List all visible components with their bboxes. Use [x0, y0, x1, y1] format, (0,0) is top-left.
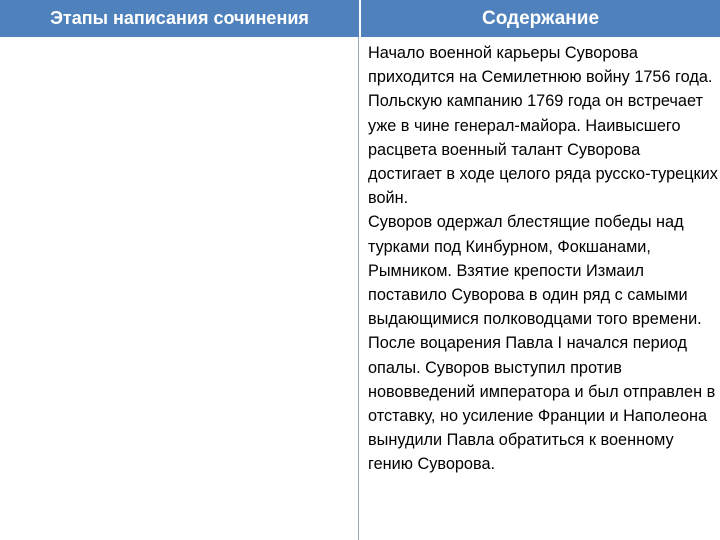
header-content	[361, 0, 720, 37]
header-stages	[0, 0, 359, 37]
paragraph: Суворов одержал блестящие победы над турками под Кинбурном, Фокшанами, Рымником. Взятие крепости Измаил поставило Суворова в один ряд с самыми выдающимися полководцами того времени.	[368, 213, 702, 329]
paragraph: Начало военной карьеры Суворова приходится на Семилетнюю войну 1756 года. Польскую кампанию 1769 года он встречает уже в чине генерал-майора. Наивысшего расцвета военный талант Суворова достигает в ходе целого ряда русско-турецких войн.	[368, 44, 718, 208]
header-stages-label: Этапы написания сочинения	[50, 8, 309, 28]
stages-cell	[0, 37, 359, 540]
paragraph: После воцарения Павла I начался период опалы. Суворов выступил против нововведений императора и был отправлен в отставку, но усиление Франции и Наполеона вынудили Павла обратиться к военному гению Суворова.	[368, 334, 716, 474]
header-content-label: Содержание	[481, 7, 600, 29]
content-text	[368, 41, 718, 477]
